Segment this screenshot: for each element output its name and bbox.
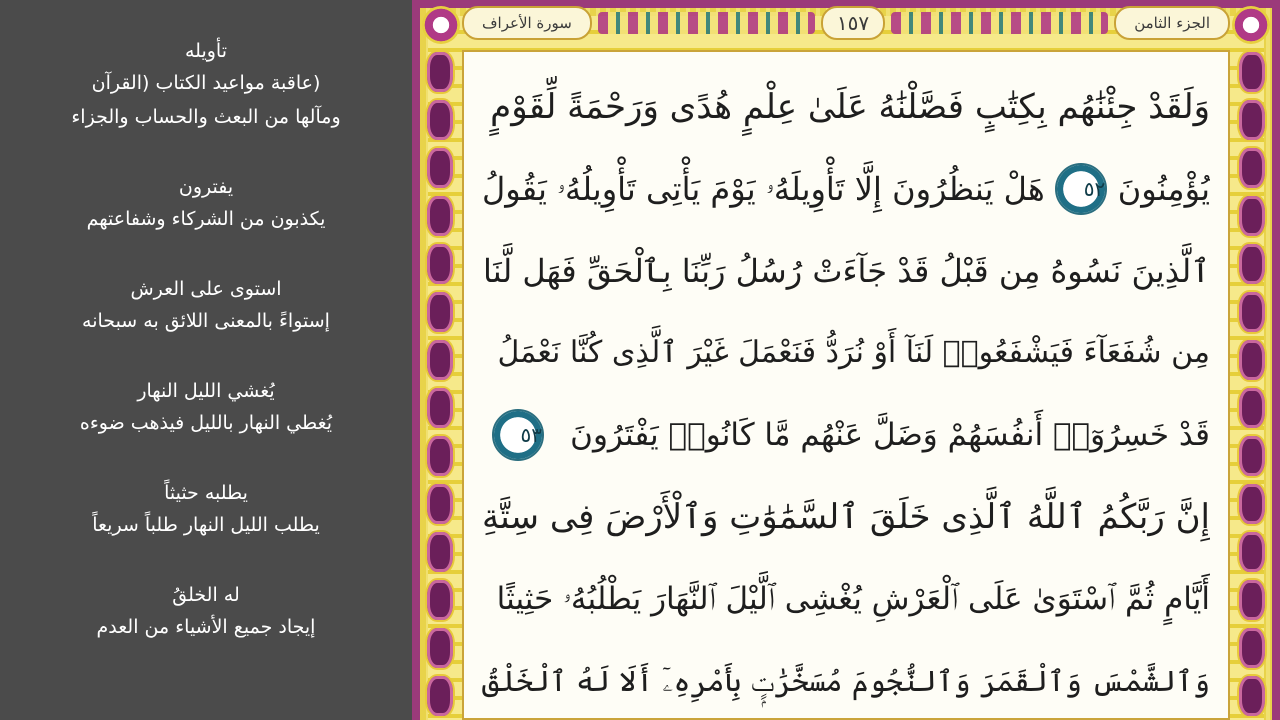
glossary-meaning-line: ومآلها من البعث والحساب والجزاء (71, 106, 341, 128)
glossary-meaning-line: إستواءً بالمعنى اللائق به سبحانه (82, 310, 330, 332)
quran-line (482, 394, 1210, 476)
right-border-ornaments (1232, 50, 1272, 720)
border-ornament-icon (1237, 50, 1267, 94)
glossary-meaning-line: إيجاد جميع الأشياء من العدم (96, 616, 316, 638)
border-ornament-icon (425, 578, 455, 622)
glossary-entry (0, 580, 412, 644)
glossary-word: له الخلقُ (172, 584, 240, 606)
border-ornament-icon (1237, 434, 1267, 478)
glossary-panel (0, 0, 412, 720)
border-ornament-icon (1237, 194, 1267, 238)
glossary-meaning-line: يطلب الليل النهار طلباً سريعاً (92, 514, 320, 536)
border-ornament-icon (425, 98, 455, 142)
quran-line-text: أَيَّامٍ ثُمَّ ٱسْتَوَىٰ عَلَى ٱلْعَرْشِ يُغْشِى ٱلَّيْلَ ٱلنَّهَارَ يَطْلُبُهُۥ حَثِيثًا (496, 581, 1210, 617)
glossary-entry (0, 478, 412, 542)
quran-line-text: وَٱلشَّمْسَ وَٱلْقَمَرَ وَٱلنُّجُومَ مُسَخَّرَٰتٍۭ بِأَمْرِهِۦٓ أَلَا لَهُ ٱلْخَلْقُ (482, 664, 1210, 698)
border-ornament-icon (1237, 386, 1267, 430)
border-ornament-icon (425, 242, 455, 286)
quran-line (482, 312, 1210, 394)
border-ornament-icon (425, 50, 455, 94)
corner-ornament-icon (422, 6, 460, 44)
glossary-meaning-line: (عاقبة مواعيد الكتاب (القرآن (91, 72, 321, 94)
quran-line (482, 66, 1210, 148)
glossary-meaning (0, 304, 412, 338)
border-ornament-icon (1237, 578, 1267, 622)
quran-line (482, 558, 1210, 640)
quran-line-text: مِن شُفَعَآءَ فَيَشْفَعُوا۟ لَنَآ أَوْ نُرَدُّ فَنَعْمَلَ غَيْرَ ٱلَّذِى كُنَّا نَعْمَلُ (497, 335, 1210, 370)
left-border-ornaments (420, 50, 460, 720)
border-ornament-icon (425, 434, 455, 478)
border-ornament-icon (1237, 482, 1267, 526)
border-ornament-icon (1237, 626, 1267, 670)
ayah-number-marker: ٥٢ (1055, 163, 1107, 215)
surah-name: سورة الأعراف (462, 6, 592, 40)
border-ornament-icon (425, 290, 455, 334)
border-ornament-icon (1237, 674, 1267, 718)
glossary-meaning-line: يُغطي النهار بالليل فيذهب ضوءه (79, 412, 333, 434)
border-ornament-icon (425, 530, 455, 574)
quran-line (482, 476, 1210, 558)
border-ornament-icon (1237, 530, 1267, 574)
glossary-word: يُغشي الليل النهار (137, 380, 275, 402)
header-decoration (891, 12, 1108, 34)
glossary-meaning (0, 202, 412, 236)
glossary-entry (0, 36, 412, 134)
mushaf-page (412, 0, 1280, 720)
glossary-entry (0, 172, 412, 236)
glossary-word: يطلبه حثيثاً (164, 482, 248, 504)
glossary-meaning (0, 406, 412, 440)
page-number: ١٥٧ (821, 6, 885, 40)
glossary-word: يفترون (178, 176, 234, 198)
glossary-word: تأويله (184, 40, 228, 62)
glossary-meaning (0, 66, 412, 134)
glossary-entry (0, 376, 412, 440)
header-decoration (598, 12, 815, 34)
quran-line-text: يُؤْمِنُونَ (1117, 170, 1210, 208)
glossary-word: استوى على العرش (130, 278, 282, 300)
border-ornament-icon (425, 338, 455, 382)
quran-line (482, 230, 1210, 312)
glossary-meaning-line: يكذبون من الشركاء وشفاعتهم (86, 208, 326, 230)
quran-line-text: وَلَقَدْ جِئْنَٰهُم بِكِتَٰبٍ فَصَّلْنَٰهُ عَلَىٰ عِلْمٍ هُدًى وَرَحْمَةً لِّقَوْمٍ (490, 87, 1210, 127)
glossary-meaning (0, 610, 412, 644)
quran-line-text: هَلْ يَنظُرُونَ إِلَّا تَأْوِيلَهُۥ يَوْمَ يَأْتِى تَأْوِيلُهُۥ يَقُولُ (482, 170, 1045, 208)
ayah-number-marker: ٥٣ (492, 409, 544, 461)
quran-line-text: ٱلَّذِينَ نَسُوهُ مِن قَبْلُ قَدْ جَآءَتْ رُسُلُ رَبِّنَا بِٱلْحَقِّ فَهَل لَّنَا (483, 252, 1210, 290)
border-ornament-icon (1237, 98, 1267, 142)
quran-line-text: قَدْ خَسِرُوٓا۟ أَنفُسَهُمْ وَضَلَّ عَنْهُم مَّا كَانُوا۟ يَفْتَرُونَ (570, 417, 1210, 453)
quran-line (482, 640, 1210, 720)
corner-ornament-icon (1232, 6, 1270, 44)
border-ornament-icon (425, 146, 455, 190)
border-ornament-icon (425, 482, 455, 526)
quran-text-area (462, 50, 1230, 720)
border-ornament-icon (1237, 338, 1267, 382)
border-ornament-icon (425, 674, 455, 718)
page-header (462, 4, 1230, 42)
border-ornament-icon (1237, 146, 1267, 190)
border-ornament-icon (425, 626, 455, 670)
juz-label: الجزء الثامن (1114, 6, 1230, 40)
border-ornament-icon (1237, 242, 1267, 286)
glossary-entry (0, 274, 412, 338)
border-ornament-icon (425, 194, 455, 238)
quran-line (482, 148, 1210, 230)
glossary-meaning (0, 508, 412, 542)
quran-line-text: إِنَّ رَبَّكُمُ ٱللَّهُ ٱلَّذِى خَلَقَ ٱلسَّمَٰوَٰتِ وَٱلْأَرْضَ فِى سِتَّةِ (482, 497, 1210, 537)
border-ornament-icon (1237, 290, 1267, 334)
border-ornament-icon (425, 386, 455, 430)
